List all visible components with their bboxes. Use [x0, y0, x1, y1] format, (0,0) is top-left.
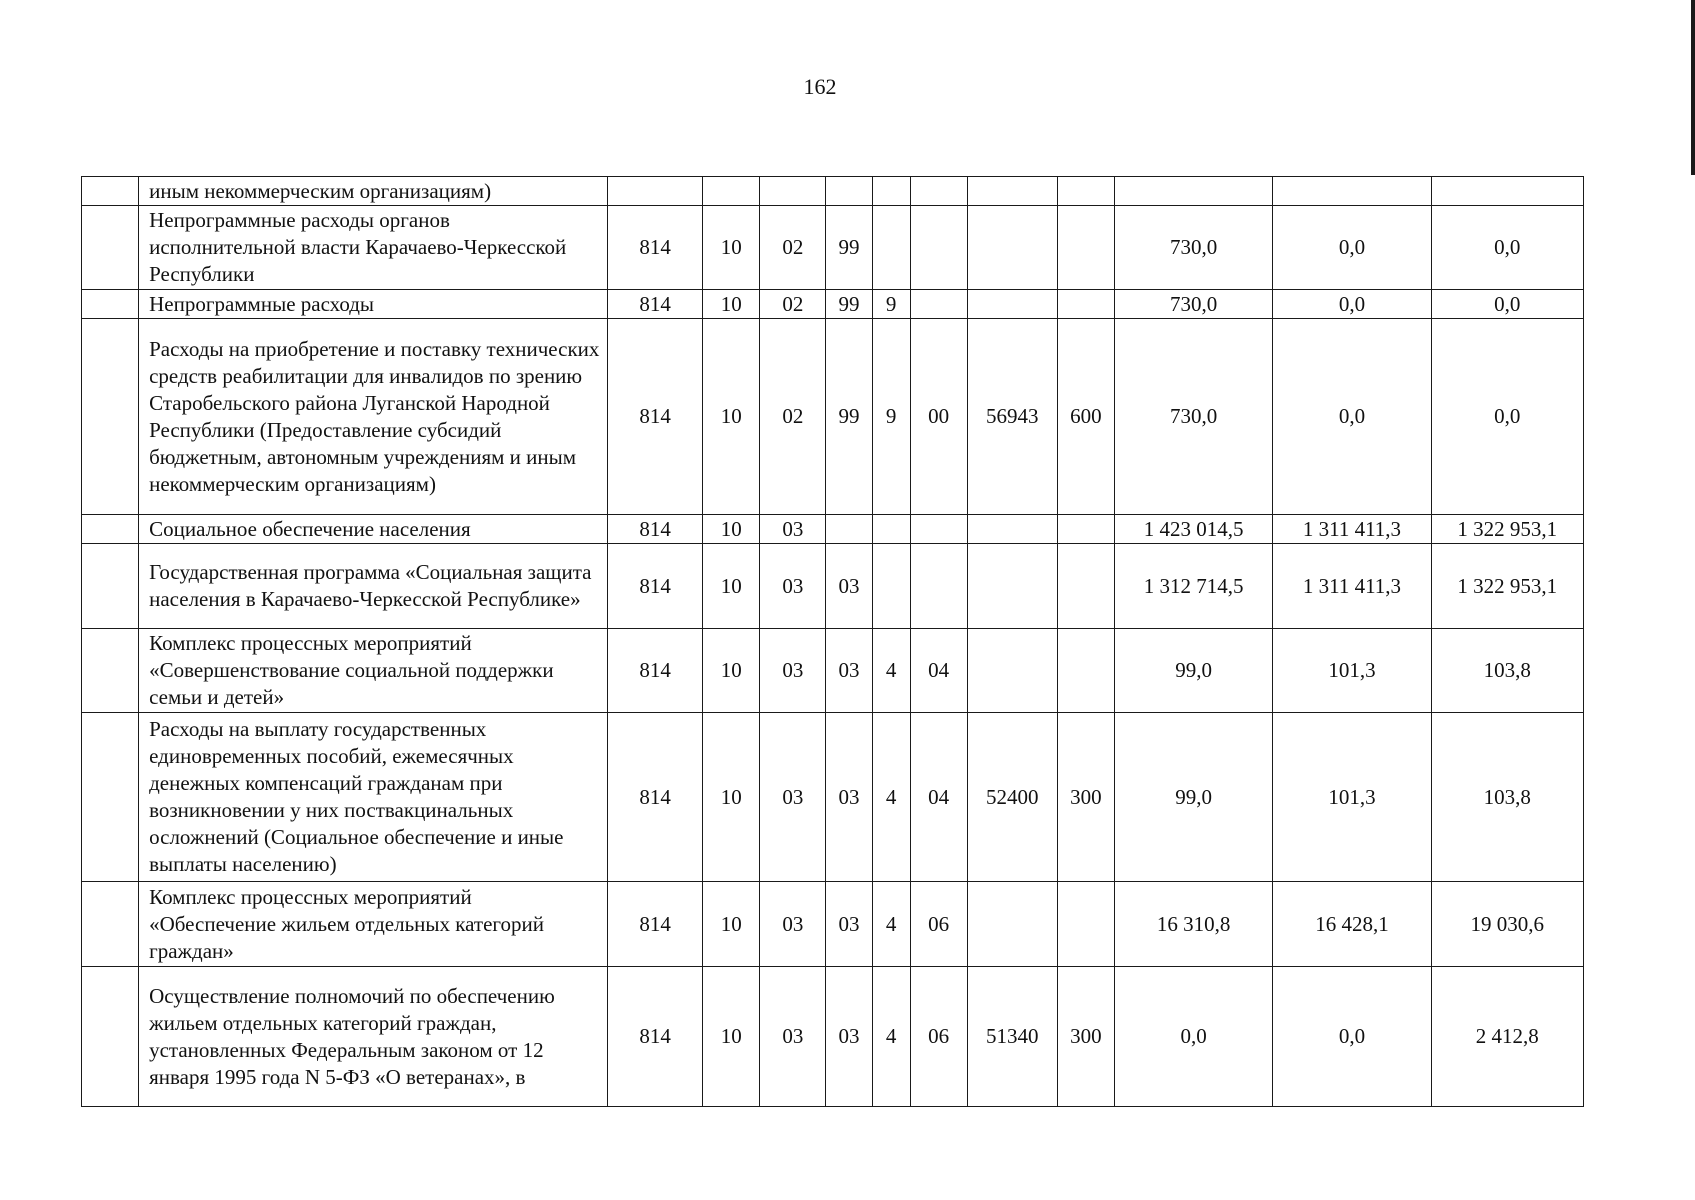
scan-edge-mark — [1691, 0, 1695, 175]
vr-cell — [1057, 290, 1114, 319]
name-cell: Непрограммные расходы — [139, 290, 608, 319]
row-marker-cell — [82, 713, 139, 882]
cs-program-cell: 99 — [826, 319, 872, 515]
amount-year3-cell: 2 412,8 — [1431, 967, 1583, 1107]
amount-year1-cell: 730,0 — [1114, 290, 1272, 319]
amount-year1-cell: 0,0 — [1114, 967, 1272, 1107]
ved-cell: 814 — [608, 713, 703, 882]
amount-year2-cell — [1273, 177, 1431, 206]
cs-type-cell — [872, 177, 910, 206]
amount-year2-cell: 0,0 — [1273, 290, 1431, 319]
vr-cell — [1057, 206, 1114, 290]
table-row — [82, 206, 1584, 290]
ved-cell: 814 — [608, 515, 703, 544]
table-body — [82, 177, 1584, 1107]
cs-program-cell — [826, 515, 872, 544]
rz-cell: 10 — [703, 713, 760, 882]
ved-cell: 814 — [608, 544, 703, 629]
rz-cell: 10 — [703, 515, 760, 544]
amount-year3-cell: 1 322 953,1 — [1431, 544, 1583, 629]
cs-subprogram-cell: 00 — [910, 319, 967, 515]
vr-cell — [1057, 177, 1114, 206]
rz-cell: 10 — [703, 290, 760, 319]
cs-type-cell: 9 — [872, 290, 910, 319]
ved-cell: 814 — [608, 319, 703, 515]
vr-cell: 300 — [1057, 967, 1114, 1107]
cs-direction-cell — [967, 290, 1057, 319]
table-row — [82, 713, 1584, 882]
pr-cell: 02 — [760, 290, 826, 319]
cs-direction-cell — [967, 882, 1057, 967]
pr-cell: 03 — [760, 629, 826, 713]
table-row — [82, 967, 1584, 1107]
cs-program-cell: 99 — [826, 290, 872, 319]
cs-program-cell: 03 — [826, 882, 872, 967]
amount-year3-cell — [1431, 177, 1583, 206]
row-marker-cell — [82, 629, 139, 713]
cs-subprogram-cell: 04 — [910, 629, 967, 713]
cs-direction-cell: 56943 — [967, 319, 1057, 515]
page-number: 162 — [803, 74, 837, 99]
cs-direction-cell: 51340 — [967, 967, 1057, 1107]
cs-type-cell: 9 — [872, 319, 910, 515]
cs-direction-cell — [967, 544, 1057, 629]
name-cell: Комплекс процессных мероприятий «Совершенствование социальной поддержки семьи и детей» — [139, 629, 608, 713]
vr-cell — [1057, 544, 1114, 629]
ved-cell: 814 — [608, 967, 703, 1107]
amount-year2-cell: 1 311 411,3 — [1273, 515, 1431, 544]
cs-program-cell: 03 — [826, 629, 872, 713]
ved-cell: 814 — [608, 882, 703, 967]
cs-type-cell: 4 — [872, 713, 910, 882]
cs-subprogram-cell: 06 — [910, 882, 967, 967]
ved-cell — [608, 177, 703, 206]
amount-year1-cell: 99,0 — [1114, 713, 1272, 882]
cs-subprogram-cell: 06 — [910, 967, 967, 1107]
pr-cell: 02 — [760, 206, 826, 290]
name-cell: Непрограммные расходы органов исполнительной власти Карачаево-Черкесской Республики — [139, 206, 608, 290]
vr-cell — [1057, 629, 1114, 713]
cs-type-cell — [872, 544, 910, 629]
amount-year2-cell: 101,3 — [1273, 629, 1431, 713]
pr-cell: 03 — [760, 882, 826, 967]
amount-year1-cell — [1114, 177, 1272, 206]
amount-year1-cell: 16 310,8 — [1114, 882, 1272, 967]
rz-cell: 10 — [703, 882, 760, 967]
name-cell: Осуществление полномочий по обеспечению жильем отдельных категорий граждан, установленных Федеральным законом от 12 января 1995 года N 5-ФЗ «О ветеранах», в — [139, 967, 608, 1107]
rz-cell — [703, 177, 760, 206]
cs-program-cell — [826, 177, 872, 206]
table-row — [82, 882, 1584, 967]
ved-cell: 814 — [608, 290, 703, 319]
rz-cell: 10 — [703, 629, 760, 713]
amount-year3-cell: 19 030,6 — [1431, 882, 1583, 967]
table-row — [82, 290, 1584, 319]
amount-year1-cell: 1 312 714,5 — [1114, 544, 1272, 629]
ved-cell: 814 — [608, 206, 703, 290]
cs-direction-cell — [967, 177, 1057, 206]
cs-direction-cell — [967, 206, 1057, 290]
amount-year3-cell: 1 322 953,1 — [1431, 515, 1583, 544]
cs-program-cell: 03 — [826, 713, 872, 882]
amount-year2-cell: 0,0 — [1273, 206, 1431, 290]
name-cell: Расходы на выплату государственных единовременных пособий, ежемесячных денежных компенсаций гражданам при возникновении у них поствакцинальных осложнений (Социальное обеспечение и иные выплаты населению) — [139, 713, 608, 882]
amount-year1-cell: 1 423 014,5 — [1114, 515, 1272, 544]
table-row — [82, 544, 1584, 629]
rz-cell: 10 — [703, 544, 760, 629]
amount-year3-cell: 103,8 — [1431, 713, 1583, 882]
row-marker-cell — [82, 206, 139, 290]
pr-cell: 02 — [760, 319, 826, 515]
name-cell: Комплекс процессных мероприятий «Обеспечение жильем отдельных категорий граждан» — [139, 882, 608, 967]
amount-year2-cell: 1 311 411,3 — [1273, 544, 1431, 629]
name-cell: Государственная программа «Социальная защита населения в Карачаево-Черкесской Республике» — [139, 544, 608, 629]
cs-type-cell — [872, 206, 910, 290]
amount-year2-cell: 16 428,1 — [1273, 882, 1431, 967]
row-marker-cell — [82, 967, 139, 1107]
table-row — [82, 319, 1584, 515]
row-marker-cell — [82, 544, 139, 629]
cs-type-cell: 4 — [872, 882, 910, 967]
name-cell: Расходы на приобретение и поставку технических средств реабилитации для инвалидов по зрению Старобельского района Луганской Народной Республики (Предоставление субсидий бюджетным, автономным учреждениям и иным некоммерческим организациям) — [139, 319, 608, 515]
cs-program-cell: 03 — [826, 967, 872, 1107]
cs-type-cell: 4 — [872, 629, 910, 713]
table-row — [82, 515, 1584, 544]
amount-year2-cell: 101,3 — [1273, 713, 1431, 882]
vr-cell: 300 — [1057, 713, 1114, 882]
cs-subprogram-cell: 04 — [910, 713, 967, 882]
row-marker-cell — [82, 882, 139, 967]
pr-cell: 03 — [760, 967, 826, 1107]
ved-cell: 814 — [608, 629, 703, 713]
cs-subprogram-cell — [910, 290, 967, 319]
vr-cell — [1057, 882, 1114, 967]
amount-year2-cell: 0,0 — [1273, 967, 1431, 1107]
cs-program-cell: 03 — [826, 544, 872, 629]
amount-year3-cell: 103,8 — [1431, 629, 1583, 713]
cs-direction-cell: 52400 — [967, 713, 1057, 882]
cs-subprogram-cell — [910, 206, 967, 290]
amount-year2-cell: 0,0 — [1273, 319, 1431, 515]
cs-subprogram-cell — [910, 515, 967, 544]
amount-year3-cell: 0,0 — [1431, 206, 1583, 290]
row-marker-cell — [82, 319, 139, 515]
table-row — [82, 629, 1584, 713]
amount-year1-cell: 730,0 — [1114, 206, 1272, 290]
name-cell: иным некоммерческим организациям) — [139, 177, 608, 206]
cs-program-cell: 99 — [826, 206, 872, 290]
vr-cell — [1057, 515, 1114, 544]
row-marker-cell — [82, 515, 139, 544]
cs-direction-cell — [967, 629, 1057, 713]
budget-table — [81, 176, 1584, 1107]
pr-cell — [760, 177, 826, 206]
rz-cell: 10 — [703, 206, 760, 290]
row-marker-cell — [82, 290, 139, 319]
amount-year3-cell: 0,0 — [1431, 290, 1583, 319]
rz-cell: 10 — [703, 319, 760, 515]
vr-cell: 600 — [1057, 319, 1114, 515]
row-marker-cell — [82, 177, 139, 206]
cs-subprogram-cell — [910, 544, 967, 629]
amount-year1-cell: 99,0 — [1114, 629, 1272, 713]
name-cell: Социальное обеспечение населения — [139, 515, 608, 544]
amount-year1-cell: 730,0 — [1114, 319, 1272, 515]
rz-cell: 10 — [703, 967, 760, 1107]
cs-subprogram-cell — [910, 177, 967, 206]
amount-year3-cell: 0,0 — [1431, 319, 1583, 515]
cs-direction-cell — [967, 515, 1057, 544]
cs-type-cell: 4 — [872, 967, 910, 1107]
pr-cell: 03 — [760, 515, 826, 544]
table-row — [82, 177, 1584, 206]
pr-cell: 03 — [760, 544, 826, 629]
pr-cell: 03 — [760, 713, 826, 882]
cs-type-cell — [872, 515, 910, 544]
